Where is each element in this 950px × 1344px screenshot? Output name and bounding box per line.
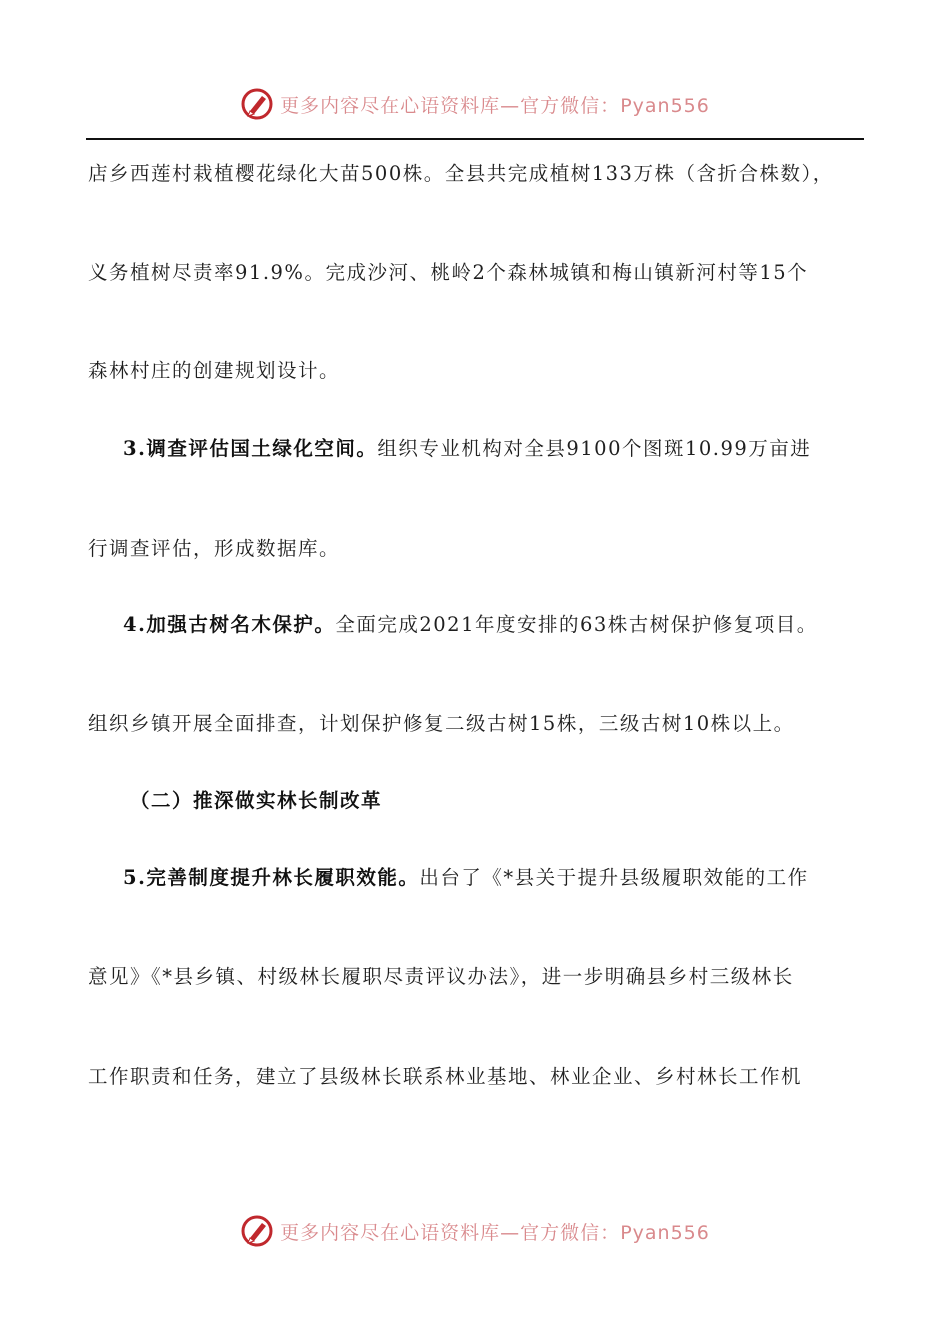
pen-logo-icon bbox=[240, 87, 274, 121]
p4-line-1 bbox=[123, 864, 868, 892]
footer-watermark bbox=[0, 1211, 950, 1251]
watermark-brand bbox=[240, 87, 710, 121]
p1-line-1: 店乡西莲村栽植樱花绿化大苗500株。全县共完成植树133万株（含折合株数）， bbox=[88, 162, 834, 185]
watermark-brand-footer bbox=[240, 1214, 710, 1248]
header-rule bbox=[86, 138, 864, 140]
p2-line-2: 行调查评估，形成数据库。 bbox=[88, 537, 341, 560]
p2-line-1-text: 组织专业机构对全县9100个图斑10.99万亩进 bbox=[377, 437, 812, 460]
p3-line-1 bbox=[123, 611, 868, 639]
p3-line-2: 组织乡镇开展全面排查，计划保护修复二级古树15株，三级古树10株以上。 bbox=[88, 712, 795, 735]
p2-heading: 3.调查评估国土绿化空间。 bbox=[123, 437, 378, 460]
p3-heading: 4.加强古树名木保护。 bbox=[123, 613, 336, 636]
p1-line-3: 森林村庄的创建规划设计。 bbox=[88, 359, 341, 382]
p1-line-2: 义务植树尽责率91.9%。完成沙河、桃岭2个森林城镇和梅山镇新河村等15个 bbox=[88, 261, 809, 284]
header-watermark bbox=[0, 84, 950, 124]
pen-logo-icon bbox=[240, 1214, 274, 1248]
section-heading: （二）推深做实林长制改革 bbox=[130, 789, 383, 812]
p4-line-3: 工作职责和任务，建立了县级林长联系林业基地、林业企业、乡村林长工作机 bbox=[88, 1065, 803, 1088]
p4-line-1-text: 出台了《*县关于提升县级履职效能的工作 bbox=[419, 866, 809, 889]
p4-heading: 5.完善制度提升林长履职效能。 bbox=[123, 866, 420, 889]
watermark-text-footer: 更多内容尽在心语资料库—官方微信：Pyan556 bbox=[280, 1221, 710, 1244]
p2-line-1 bbox=[123, 435, 868, 463]
watermark-text: 更多内容尽在心语资料库—官方微信：Pyan556 bbox=[280, 94, 710, 117]
p4-line-2: 意见》《*县乡镇、村级林长履职尽责评议办法》，进一步明确县乡村三级林长 bbox=[88, 965, 794, 988]
p3-line-1-text: 全面完成2021年度安排的63株古树保护修复项目。 bbox=[335, 613, 818, 636]
